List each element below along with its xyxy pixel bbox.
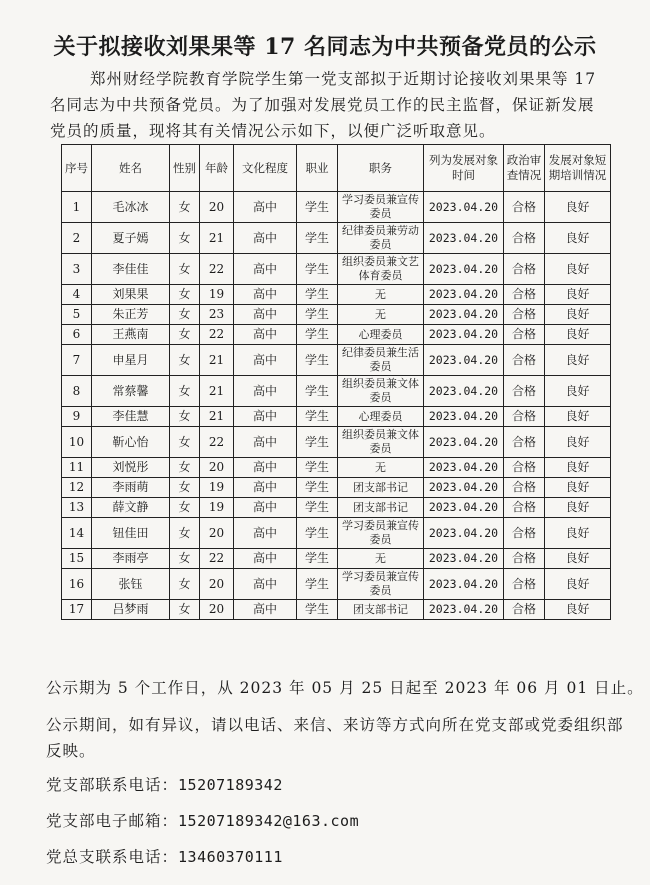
education-cell: 高中 bbox=[234, 427, 297, 458]
header-cell: 职业 bbox=[297, 145, 338, 192]
duty-cell: 组织委员兼文体委员 bbox=[338, 427, 424, 458]
table-row bbox=[62, 376, 611, 407]
row-number-cell: 7 bbox=[62, 345, 92, 376]
training-status-cell: 良好 bbox=[545, 345, 611, 376]
branch-email-value: 15207189342@163.com bbox=[178, 812, 360, 830]
training-status-cell: 良好 bbox=[545, 600, 611, 620]
age-cell: 19 bbox=[200, 285, 234, 305]
training-status-cell: 良好 bbox=[545, 427, 611, 458]
review-status-cell: 合格 bbox=[504, 498, 545, 518]
training-status-cell: 良好 bbox=[545, 407, 611, 427]
table-row bbox=[62, 345, 611, 376]
candidate-date-cell: 2023.04.20 bbox=[424, 305, 504, 325]
age-cell: 20 bbox=[200, 600, 234, 620]
gender-cell: 女 bbox=[170, 285, 200, 305]
review-status-cell: 合格 bbox=[504, 345, 545, 376]
row-number-cell: 4 bbox=[62, 285, 92, 305]
general-phone-value: 13460370111 bbox=[178, 848, 283, 866]
notice-title: 关于拟接收刘果果等 17 名同志为中共预备党员的公示 bbox=[53, 34, 597, 60]
member-name-cell: 薛文静 bbox=[92, 498, 170, 518]
header-cell: 职务 bbox=[338, 145, 424, 192]
education-cell: 高中 bbox=[234, 376, 297, 407]
gender-cell: 女 bbox=[170, 549, 200, 569]
member-name-cell: 李雨亭 bbox=[92, 549, 170, 569]
age-cell: 20 bbox=[200, 192, 234, 223]
table-row bbox=[62, 223, 611, 254]
training-status-cell: 良好 bbox=[545, 325, 611, 345]
education-cell: 高中 bbox=[234, 600, 297, 620]
header-cell: 政治审查情况 bbox=[504, 145, 545, 192]
education-cell: 高中 bbox=[234, 223, 297, 254]
candidate-date-cell: 2023.04.20 bbox=[424, 518, 504, 549]
review-status-cell: 合格 bbox=[504, 478, 545, 498]
row-number-cell: 8 bbox=[62, 376, 92, 407]
training-status-cell: 良好 bbox=[545, 305, 611, 325]
duty-cell: 无 bbox=[338, 458, 424, 478]
review-status-cell: 合格 bbox=[504, 376, 545, 407]
member-name-cell: 王燕南 bbox=[92, 325, 170, 345]
row-number-cell: 14 bbox=[62, 518, 92, 549]
occupation-cell: 学生 bbox=[297, 458, 338, 478]
branch-phone-value: 15207189342 bbox=[178, 776, 283, 794]
table-row bbox=[62, 192, 611, 223]
gender-cell: 女 bbox=[170, 518, 200, 549]
education-cell: 高中 bbox=[234, 569, 297, 600]
gender-cell: 女 bbox=[170, 223, 200, 254]
branch-email-line bbox=[46, 809, 646, 831]
training-status-cell: 良好 bbox=[545, 569, 611, 600]
review-status-cell: 合格 bbox=[504, 518, 545, 549]
education-cell: 高中 bbox=[234, 285, 297, 305]
age-cell: 20 bbox=[200, 458, 234, 478]
candidate-date-cell: 2023.04.20 bbox=[424, 458, 504, 478]
education-cell: 高中 bbox=[234, 407, 297, 427]
duty-cell: 团支部书记 bbox=[338, 478, 424, 498]
table-row bbox=[62, 325, 611, 345]
duty-cell: 组织委员兼文艺体育委员 bbox=[338, 254, 424, 285]
row-number-cell: 12 bbox=[62, 478, 92, 498]
duty-cell: 学习委员兼宣传委员 bbox=[338, 518, 424, 549]
header-cell: 序号 bbox=[62, 145, 92, 192]
gender-cell: 女 bbox=[170, 600, 200, 620]
review-status-cell: 合格 bbox=[504, 458, 545, 478]
education-cell: 高中 bbox=[234, 254, 297, 285]
age-cell: 21 bbox=[200, 345, 234, 376]
review-status-cell: 合格 bbox=[504, 600, 545, 620]
table-row bbox=[62, 498, 611, 518]
member-name-cell: 靳心怡 bbox=[92, 427, 170, 458]
gender-cell: 女 bbox=[170, 407, 200, 427]
age-cell: 22 bbox=[200, 427, 234, 458]
row-number-cell: 10 bbox=[62, 427, 92, 458]
training-status-cell: 良好 bbox=[545, 518, 611, 549]
duty-cell: 学习委员兼宣传委员 bbox=[338, 192, 424, 223]
review-status-cell: 合格 bbox=[504, 407, 545, 427]
row-number-cell: 16 bbox=[62, 569, 92, 600]
table-row bbox=[62, 518, 611, 549]
row-number-cell: 9 bbox=[62, 407, 92, 427]
duty-cell: 纪律委员兼劳动委员 bbox=[338, 223, 424, 254]
branch-phone-label: 党支部联系电话： bbox=[46, 776, 179, 794]
age-cell: 20 bbox=[200, 569, 234, 600]
table-row bbox=[62, 569, 611, 600]
member-name-cell: 李佳佳 bbox=[92, 254, 170, 285]
age-cell: 21 bbox=[200, 376, 234, 407]
review-status-cell: 合格 bbox=[504, 254, 545, 285]
row-number-cell: 2 bbox=[62, 223, 92, 254]
duty-cell: 无 bbox=[338, 549, 424, 569]
table-row bbox=[62, 549, 611, 569]
review-status-cell: 合格 bbox=[504, 569, 545, 600]
member-name-cell: 刘悦彤 bbox=[92, 458, 170, 478]
candidate-table bbox=[61, 144, 611, 620]
gender-cell: 女 bbox=[170, 254, 200, 285]
duty-cell: 无 bbox=[338, 305, 424, 325]
education-cell: 高中 bbox=[234, 345, 297, 376]
gender-cell: 女 bbox=[170, 325, 200, 345]
row-number-cell: 5 bbox=[62, 305, 92, 325]
training-status-cell: 良好 bbox=[545, 458, 611, 478]
age-cell: 22 bbox=[200, 254, 234, 285]
header-cell: 性别 bbox=[170, 145, 200, 192]
candidate-date-cell: 2023.04.20 bbox=[424, 376, 504, 407]
table-row bbox=[62, 478, 611, 498]
member-name-cell: 申星月 bbox=[92, 345, 170, 376]
table-row bbox=[62, 407, 611, 427]
duty-cell: 心理委员 bbox=[338, 407, 424, 427]
candidate-date-cell: 2023.04.20 bbox=[424, 427, 504, 458]
gender-cell: 女 bbox=[170, 478, 200, 498]
notice-period-text: 公示期为 5 个工作日，从 2023 年 05 月 25 日起至 2023 年 06 月 01 日止。 bbox=[46, 679, 644, 697]
education-cell: 高中 bbox=[234, 325, 297, 345]
occupation-cell: 学生 bbox=[297, 498, 338, 518]
header-cell: 发展对象短期培训情况 bbox=[545, 145, 611, 192]
branch-phone-line bbox=[46, 773, 646, 795]
occupation-cell: 学生 bbox=[297, 254, 338, 285]
review-status-cell: 合格 bbox=[504, 223, 545, 254]
duty-cell: 学习委员兼宣传委员 bbox=[338, 569, 424, 600]
occupation-cell: 学生 bbox=[297, 478, 338, 498]
education-cell: 高中 bbox=[234, 549, 297, 569]
training-status-cell: 良好 bbox=[545, 285, 611, 305]
table-row bbox=[62, 254, 611, 285]
member-name-cell: 朱正芳 bbox=[92, 305, 170, 325]
candidate-date-cell: 2023.04.20 bbox=[424, 254, 504, 285]
occupation-cell: 学生 bbox=[297, 192, 338, 223]
occupation-cell: 学生 bbox=[297, 518, 338, 549]
occupation-cell: 学生 bbox=[297, 549, 338, 569]
table-body bbox=[62, 192, 611, 620]
gender-cell: 女 bbox=[170, 345, 200, 376]
age-cell: 21 bbox=[200, 223, 234, 254]
gender-cell: 女 bbox=[170, 376, 200, 407]
education-cell: 高中 bbox=[234, 498, 297, 518]
member-name-cell: 夏子嫣 bbox=[92, 223, 170, 254]
member-name-cell: 吕梦雨 bbox=[92, 600, 170, 620]
age-cell: 19 bbox=[200, 478, 234, 498]
row-number-cell: 17 bbox=[62, 600, 92, 620]
header-cell: 列为发展对象时间 bbox=[424, 145, 504, 192]
gender-cell: 女 bbox=[170, 192, 200, 223]
table-header-row bbox=[62, 145, 611, 192]
training-status-cell: 良好 bbox=[545, 223, 611, 254]
review-status-cell: 合格 bbox=[504, 325, 545, 345]
occupation-cell: 学生 bbox=[297, 600, 338, 620]
gender-cell: 女 bbox=[170, 569, 200, 600]
row-number-cell: 6 bbox=[62, 325, 92, 345]
member-name-cell: 钮佳田 bbox=[92, 518, 170, 549]
member-name-cell: 李雨萌 bbox=[92, 478, 170, 498]
age-cell: 22 bbox=[200, 325, 234, 345]
age-cell: 19 bbox=[200, 498, 234, 518]
member-name-cell: 李佳慧 bbox=[92, 407, 170, 427]
training-status-cell: 良好 bbox=[545, 376, 611, 407]
table-row bbox=[62, 458, 611, 478]
candidate-date-cell: 2023.04.20 bbox=[424, 285, 504, 305]
duty-cell: 团支部书记 bbox=[338, 600, 424, 620]
header-cell: 年龄 bbox=[200, 145, 234, 192]
member-name-cell: 毛冰冰 bbox=[92, 192, 170, 223]
training-status-cell: 良好 bbox=[545, 192, 611, 223]
review-status-cell: 合格 bbox=[504, 192, 545, 223]
row-number-cell: 13 bbox=[62, 498, 92, 518]
candidate-date-cell: 2023.04.20 bbox=[424, 407, 504, 427]
member-name-cell: 张钰 bbox=[92, 569, 170, 600]
review-status-cell: 合格 bbox=[504, 285, 545, 305]
education-cell: 高中 bbox=[234, 518, 297, 549]
candidate-date-cell: 2023.04.20 bbox=[424, 223, 504, 254]
age-cell: 20 bbox=[200, 518, 234, 549]
table-row bbox=[62, 305, 611, 325]
gender-cell: 女 bbox=[170, 305, 200, 325]
occupation-cell: 学生 bbox=[297, 223, 338, 254]
row-number-cell: 11 bbox=[62, 458, 92, 478]
candidate-date-cell: 2023.04.20 bbox=[424, 569, 504, 600]
occupation-cell: 学生 bbox=[297, 407, 338, 427]
candidate-date-cell: 2023.04.20 bbox=[424, 192, 504, 223]
duty-cell: 无 bbox=[338, 285, 424, 305]
review-status-cell: 合格 bbox=[504, 549, 545, 569]
candidate-date-cell: 2023.04.20 bbox=[424, 325, 504, 345]
general-phone-label: 党总支联系电话： bbox=[46, 848, 179, 866]
table-row bbox=[62, 600, 611, 620]
occupation-cell: 学生 bbox=[297, 305, 338, 325]
intro-paragraph: 郑州财经学院教育学院学生第一党支部拟于近期讨论接收刘果果等 17 名同志为中共预备党员。为了加强对发展党员工作的民主监督，保证新发展党员的质量，现将其有关情况公示如下，以便广泛听取意见。 bbox=[50, 70, 597, 140]
review-status-cell: 合格 bbox=[504, 305, 545, 325]
gender-cell: 女 bbox=[170, 498, 200, 518]
occupation-cell: 学生 bbox=[297, 345, 338, 376]
training-status-cell: 良好 bbox=[545, 549, 611, 569]
occupation-cell: 学生 bbox=[297, 376, 338, 407]
occupation-cell: 学生 bbox=[297, 285, 338, 305]
training-status-cell: 良好 bbox=[545, 254, 611, 285]
age-cell: 21 bbox=[200, 407, 234, 427]
education-cell: 高中 bbox=[234, 192, 297, 223]
member-name-cell: 常蔡馨 bbox=[92, 376, 170, 407]
candidate-date-cell: 2023.04.20 bbox=[424, 478, 504, 498]
age-cell: 22 bbox=[200, 549, 234, 569]
training-status-cell: 良好 bbox=[545, 498, 611, 518]
education-cell: 高中 bbox=[234, 458, 297, 478]
training-status-cell: 良好 bbox=[545, 478, 611, 498]
duty-cell: 心理委员 bbox=[338, 325, 424, 345]
header-cell: 文化程度 bbox=[234, 145, 297, 192]
row-number-cell: 1 bbox=[62, 192, 92, 223]
row-number-cell: 3 bbox=[62, 254, 92, 285]
occupation-cell: 学生 bbox=[297, 325, 338, 345]
occupation-cell: 学生 bbox=[297, 427, 338, 458]
duty-cell: 纪律委员兼生活委员 bbox=[338, 345, 424, 376]
branch-email-label: 党支部电子邮箱： bbox=[46, 812, 179, 830]
header-cell: 姓名 bbox=[92, 145, 170, 192]
row-number-cell: 15 bbox=[62, 549, 92, 569]
candidate-date-cell: 2023.04.20 bbox=[424, 549, 504, 569]
candidate-date-cell: 2023.04.20 bbox=[424, 345, 504, 376]
candidate-date-cell: 2023.04.20 bbox=[424, 498, 504, 518]
age-cell: 23 bbox=[200, 305, 234, 325]
gender-cell: 女 bbox=[170, 427, 200, 458]
candidate-date-cell: 2023.04.20 bbox=[424, 600, 504, 620]
review-status-cell: 合格 bbox=[504, 427, 545, 458]
table-row bbox=[62, 285, 611, 305]
duty-cell: 团支部书记 bbox=[338, 498, 424, 518]
education-cell: 高中 bbox=[234, 305, 297, 325]
gender-cell: 女 bbox=[170, 458, 200, 478]
occupation-cell: 学生 bbox=[297, 569, 338, 600]
education-cell: 高中 bbox=[234, 478, 297, 498]
general-phone-line bbox=[46, 845, 646, 867]
table-row bbox=[62, 427, 611, 458]
duty-cell: 组织委员兼文体委员 bbox=[338, 376, 424, 407]
member-name-cell: 刘果果 bbox=[92, 285, 170, 305]
objection-text: 公示期间，如有异议，请以电话、来信、来访等方式向所在党支部或党委组织部反映。 bbox=[46, 716, 624, 760]
